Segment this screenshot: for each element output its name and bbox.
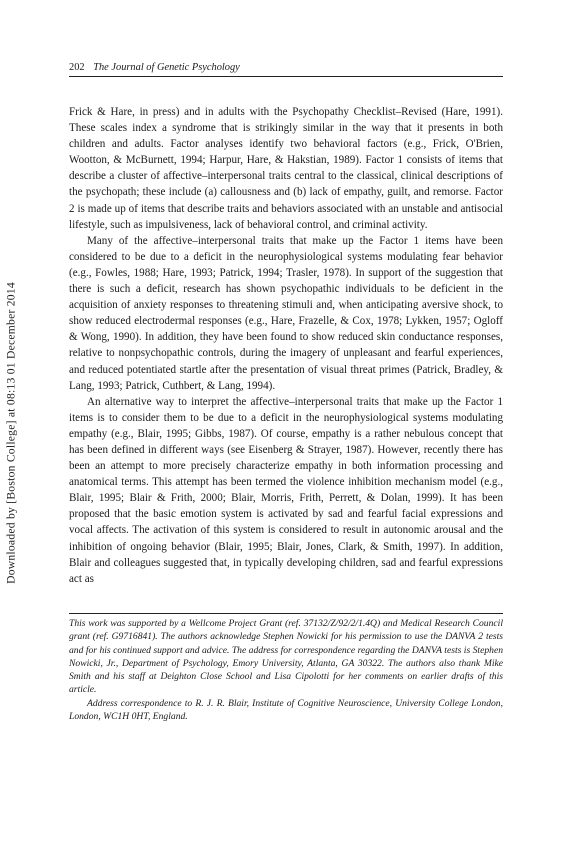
page-number: 202 [69, 62, 85, 73]
main-body-text [69, 104, 503, 587]
body-paragraph-3: An alternative way to interpret the affective–interpersonal traits that make up the Factor 1 items is to consider them to be due to a deficit in the neurophysiological systems modulating empathy (e.g., Blair, 1995; Gibbs, 1987). Of course, empathy is a rather nebulous concept that has been defined in different ways (see Eisenberg & Strayer, 1987). However, recently there has been an attempt to more precisely characterize empathy in both information processing and anatomical terms. This attempt has been termed the violence inhibition mechanism model (e.g., Blair, 1995; Blair & Frith, 2000; Blair, Morris, Frith, Perrett, & Dolan, 1999). It has been proposed that the basic emotion system is activated by sad and fearful facial expressions and vocal affects. The activation of this system is considered to result in autonomic arousal and the inhibition of ongoing behavior (Blair, 1995; Blair, Jones, Clark, & Smith, 1997). In addition, Blair and colleagues suggested that, in typically developing children, sad and fearful expressions act as [69, 395, 503, 585]
footnotes [69, 617, 503, 723]
acknowledgment-note: This work was supported by a Wellcome Project Grant (ref. 37132/Z/92/2/1.4Q) and Medical Research Council grant (ref. G9716841). The authors acknowledge Stephen Nowicki for his permission to use the DANVA 2 tests and for his continued support and advice. The address for correspondence regarding the DANVA tests is Stephen Nowicki, Jr., Department of Psychology, Emory University, Atlanta, GA 30322. The authors also thank Mike Smith and his staff at Deighton Close School and Lisa Cipolotti for her comments on earlier drafts of this article. [69, 618, 503, 696]
download-notice: Downloaded by [Boston College] at 08:13 01 December 2014 [4, 281, 18, 584]
journal-title: The Journal of Genetic Psychology [93, 62, 240, 73]
body-paragraph-1: Frick & Hare, in press) and in adults with the Psychopathy Checklist–Revised (Hare, 1991). These scales index a syndrome that is strikingly similar in the way that it presents in both children and adults. Factor analyses identify two behavioral factors (e.g., Frick, O'Brien, Wootton, & McBurnett, 1994; Harpur, Hare, & Hakstian, 1989). Factor 1 consists of items that describe a cluster of affective–interpersonal traits central to the classical, clinical descriptions of the psychopath; these include (a) callousness and (b) lack of empathy, guilt, and remorse. Factor 2 is made up of items that describe traits and behaviors associated with an unstable and antisocial lifestyle, such as impulsiveness, lack of behavioral control, and criminal activity. [69, 106, 503, 231]
running-header [69, 62, 503, 77]
footnote-divider [69, 613, 503, 614]
body-paragraph-2: Many of the affective–interpersonal traits that make up the Factor 1 items have been considered to be due to a deficit in the neurophysiological systems modulating fear behavior (e.g., Fowles, 1988; Hare, 1993; Patrick, 1994; Trasler, 1978). In support of the suggestion that there is such a deficit, research has shown psychopathic individuals to be deficient in the acquisition of anxiety responses to threatening stimuli and, when anticipating aversive shock, to show reduced electrodermal responses (e.g., Hare, Frazelle, & Cox, 1978; Lykken, 1957; Ogloff & Wong, 1990). In addition, they have been found to show reduced skin conductance responses, relative to nonpsychopathic controls, during the imagery of unpleasant and fearful experiences, and reduced potentiated startle after the presentation of visual threat primes (Patrick, Bradley, & Lang, 1993; Patrick, Cuthbert, & Lang, 1994). [69, 234, 503, 392]
correspondence-note: Address correspondence to R. J. R. Blair, Institute of Cognitive Neuroscience, University College London, London, WC1H 0HT, England. [69, 697, 503, 723]
download-watermark [5, 265, 17, 600]
